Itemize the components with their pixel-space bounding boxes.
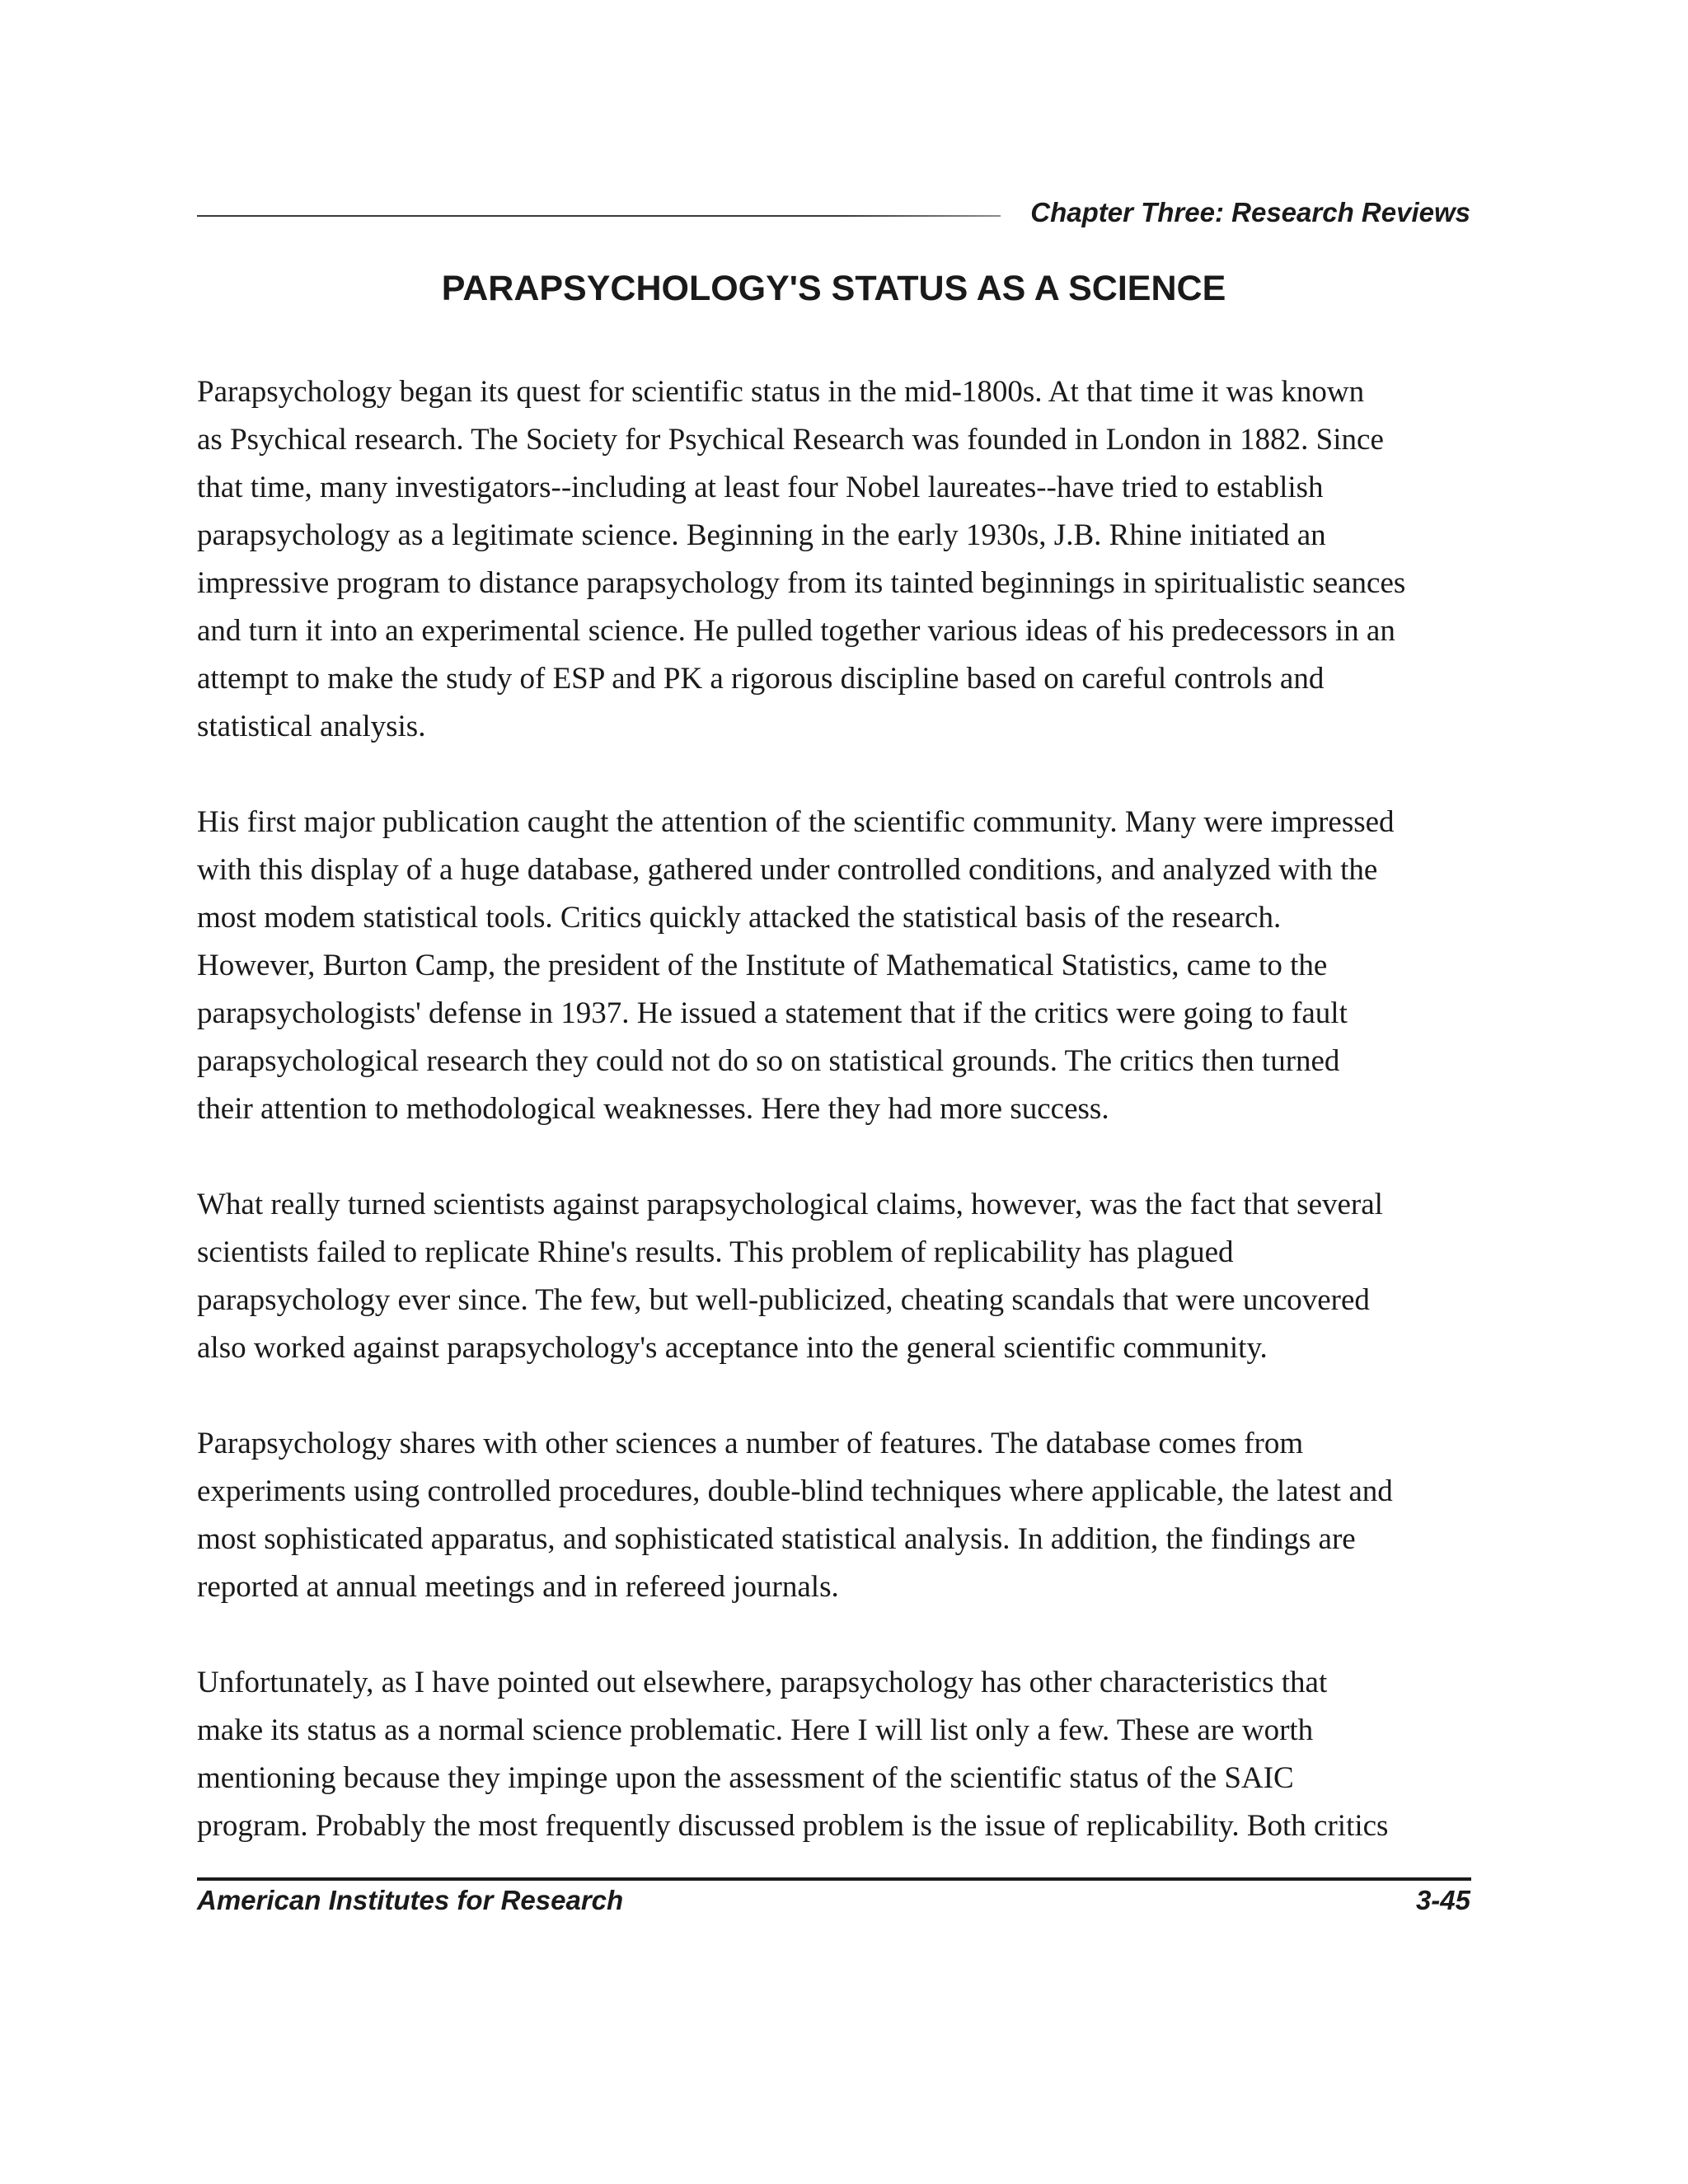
text-line: most modem statistical tools. Critics quickly attacked the statistical basis of the research. xyxy=(197,901,1282,935)
text-line: Parapsychology shares with other sciences a number of features. The database comes from xyxy=(197,1427,1304,1460)
paragraph-3 xyxy=(197,1181,1483,1372)
text-line: parapsychology ever since. The few, but well-publicized, cheating scandals that were uncovered xyxy=(197,1283,1370,1317)
text-line: with this display of a huge database, gathered under controlled conditions, and analyzed with the xyxy=(197,853,1378,887)
text-line: parapsychology as a legitimate science. Beginning in the early 1930s, J.B. Rhine initiated an xyxy=(197,518,1326,552)
footer-organization: American Institutes for Research xyxy=(197,1885,624,1915)
chapter-header: Chapter Three: Research Reviews xyxy=(1030,197,1470,227)
text-line: Unfortunately, as I have pointed out elsewhere, parapsychology has other characteristics that xyxy=(197,1666,1328,1699)
text-line: most sophisticated apparatus, and sophisticated statistical analysis. In addition, the findings are xyxy=(197,1522,1356,1556)
text-line: attempt to make the study of ESP and PK a rigorous discipline based on careful controls and xyxy=(197,662,1325,696)
paragraph-1 xyxy=(197,368,1483,751)
paragraph-2 xyxy=(197,799,1483,1133)
text-line: impressive program to distance parapsychology from its tainted beginnings in spiritualistic seances xyxy=(197,566,1406,600)
page-title: PARAPSYCHOLOGY'S STATUS AS A SCIENCE xyxy=(441,269,1226,308)
text-line: also worked against parapsychology's acceptance into the general scientific community. xyxy=(197,1331,1268,1365)
text-line: Parapsychology began its quest for scientific status in the mid-1800s. At that time it was known xyxy=(197,375,1365,409)
text-line: parapsychologists' defense in 1937. He issued a statement that if the critics were going to fault xyxy=(197,996,1348,1030)
text-line: parapsychological research they could not do so on statistical grounds. The critics then turned xyxy=(197,1044,1340,1078)
footer-rule xyxy=(197,1877,1471,1881)
text-line: mentioning because they impinge upon the assessment of the scientific status of the SAIC xyxy=(197,1761,1294,1795)
text-line: statistical analysis. xyxy=(197,710,426,743)
text-line: their attention to methodological weaknesses. Here they had more success. xyxy=(197,1092,1109,1126)
paragraph-4 xyxy=(197,1420,1483,1611)
text-line: program. Probably the most frequently discussed problem is the issue of replicability. Both critics xyxy=(197,1809,1389,1843)
text-line: scientists failed to replicate Rhine's results. This problem of replicability has plagued xyxy=(197,1235,1234,1269)
text-line: as Psychical research. The Society for Psychical Research was founded in London in 1882. Since xyxy=(197,423,1384,457)
text-line: make its status as a normal science problematic. Here I will list only a few. These are worth xyxy=(197,1713,1314,1747)
text-line: What really turned scientists against parapsychological claims, however, was the fact that several xyxy=(197,1188,1383,1221)
text-line: However, Burton Camp, the president of the Institute of Mathematical Statistics, came to the xyxy=(197,949,1328,982)
paragraph-5 xyxy=(197,1659,1483,1850)
text-line: reported at annual meetings and in refereed journals. xyxy=(197,1570,839,1604)
text-line: experiments using controlled procedures, double-blind techniques where applicable, the latest and xyxy=(197,1474,1393,1508)
page-number: 3-45 xyxy=(1415,1885,1470,1915)
body-text xyxy=(197,368,1483,1898)
text-line: and turn it into an experimental science. He pulled together various ideas of his predecessors in an xyxy=(197,614,1395,648)
text-line: His first major publication caught the attention of the scientific community. Many were impressed xyxy=(197,805,1395,839)
text-line: that time, many investigators--including at least four Nobel laureates--have tried to establish xyxy=(197,471,1324,504)
header-rule xyxy=(197,215,1001,217)
